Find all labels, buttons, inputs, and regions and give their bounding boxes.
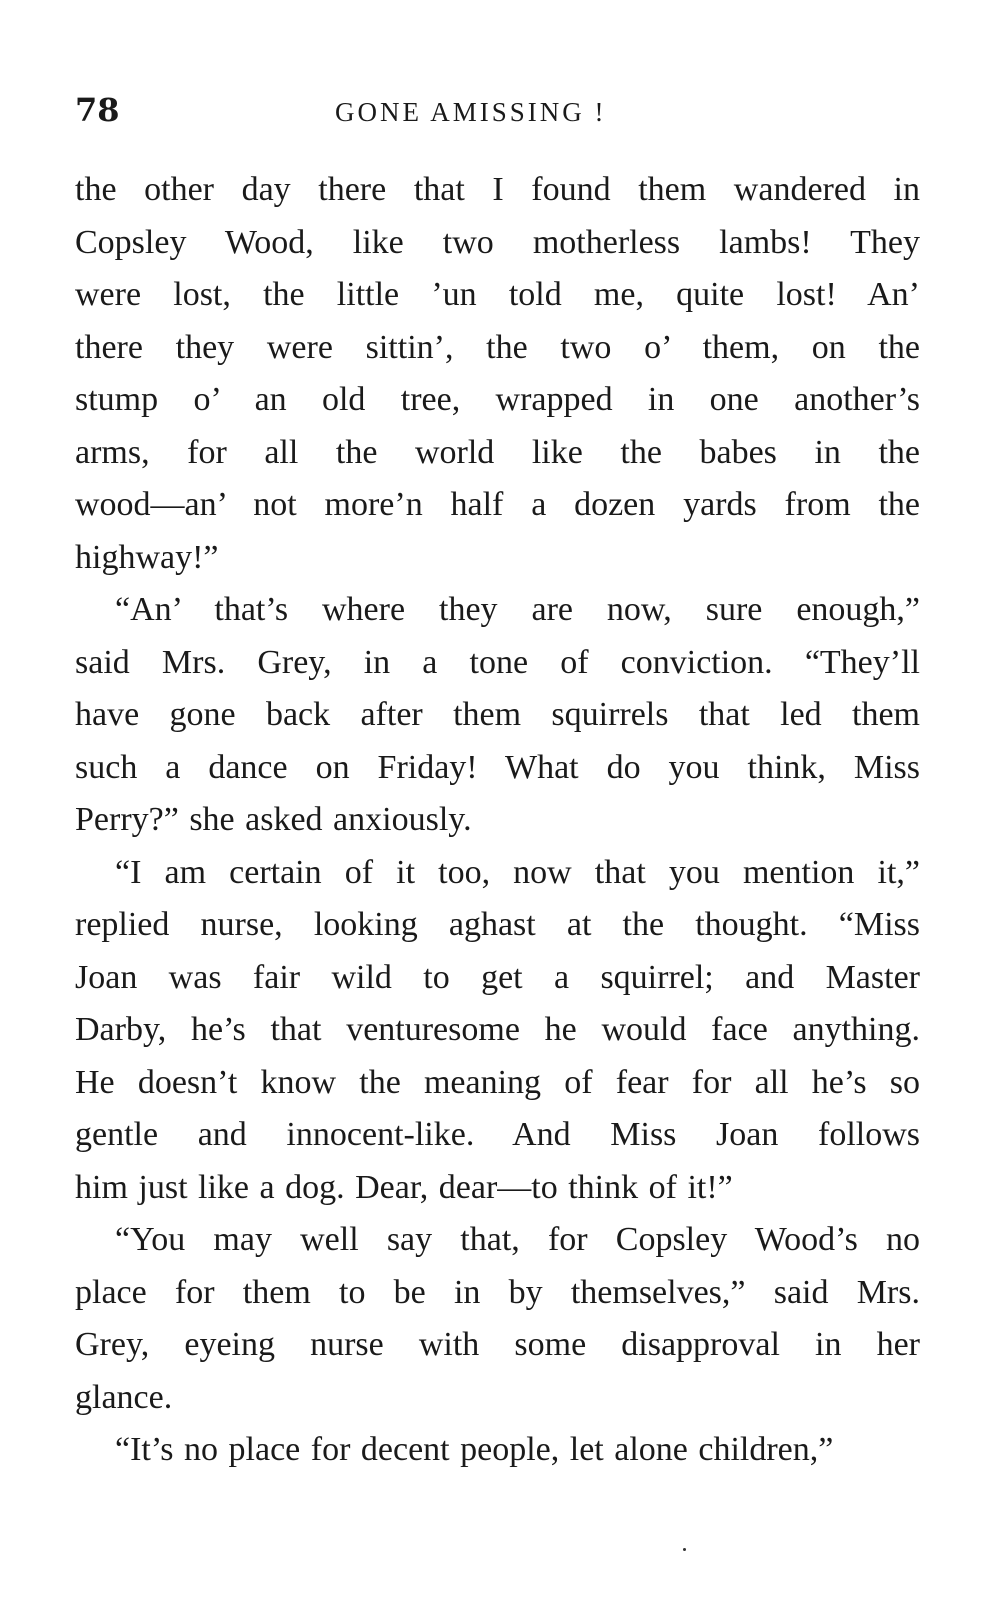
text-line: He doesn’t know the meaning of fear for all he’s so [75, 1063, 920, 1101]
text-line: place for them to be in by themselves,” said Mrs. [75, 1273, 920, 1311]
text-line: there they were sittin’, the two o’ them, on the [75, 328, 920, 366]
text-line: “You may well say that, for Copsley Wood’s no [115, 1221, 920, 1258]
page-number: 78 [75, 91, 120, 129]
text-line: have gone back after them squirrels that led them [75, 696, 920, 733]
text-line: Copsley Wood, like two motherless lambs! They [75, 223, 920, 261]
page-header [75, 88, 920, 138]
text-line: said Mrs. Grey, in a tone of conviction. “They’ll [75, 643, 920, 681]
text-line: Perry?” she asked anxiously. [75, 801, 472, 838]
text-line: wood—an’ not more’n half a dozen yards from the [75, 486, 920, 523]
text-line: such a dance on Friday! What do you think, Miss [75, 748, 920, 786]
body-text [75, 164, 920, 1477]
text-line: arms, for all the world like the babes in the [75, 433, 920, 471]
text-line: gentle and innocent-like. And Miss Joan follows [75, 1116, 920, 1153]
text-line: Joan was fair wild to get a squirrel; and Master [75, 958, 920, 996]
text-line: the other day there that I found them wandered in [75, 171, 920, 208]
text-line: stump o’ an old tree, wrapped in one another’s [75, 381, 920, 418]
text-line: highway!” [75, 538, 219, 576]
text-line: “I am certain of it too, now that you mention it,” [115, 853, 920, 891]
text-line: glance. [75, 1378, 173, 1416]
running-title: GONE AMISSING ! [335, 97, 607, 127]
print-speck [683, 1548, 686, 1551]
text-line: replied nurse, looking aghast at the thought. “Miss [75, 906, 920, 943]
text-line: “It’s no place for decent people, let alone children,” [115, 1431, 834, 1468]
text-line: Darby, he’s that venturesome he would face anything. [75, 1011, 920, 1048]
text-line: Grey, eyeing nurse with some disapproval in her [75, 1326, 920, 1363]
text-line: “An’ that’s where they are now, sure enough,” [115, 591, 920, 628]
text-line: him just like a dog. Dear, dear—to think of it!” [75, 1168, 733, 1206]
text-line: were lost, the little ’un told me, quite lost! An’ [75, 276, 920, 313]
